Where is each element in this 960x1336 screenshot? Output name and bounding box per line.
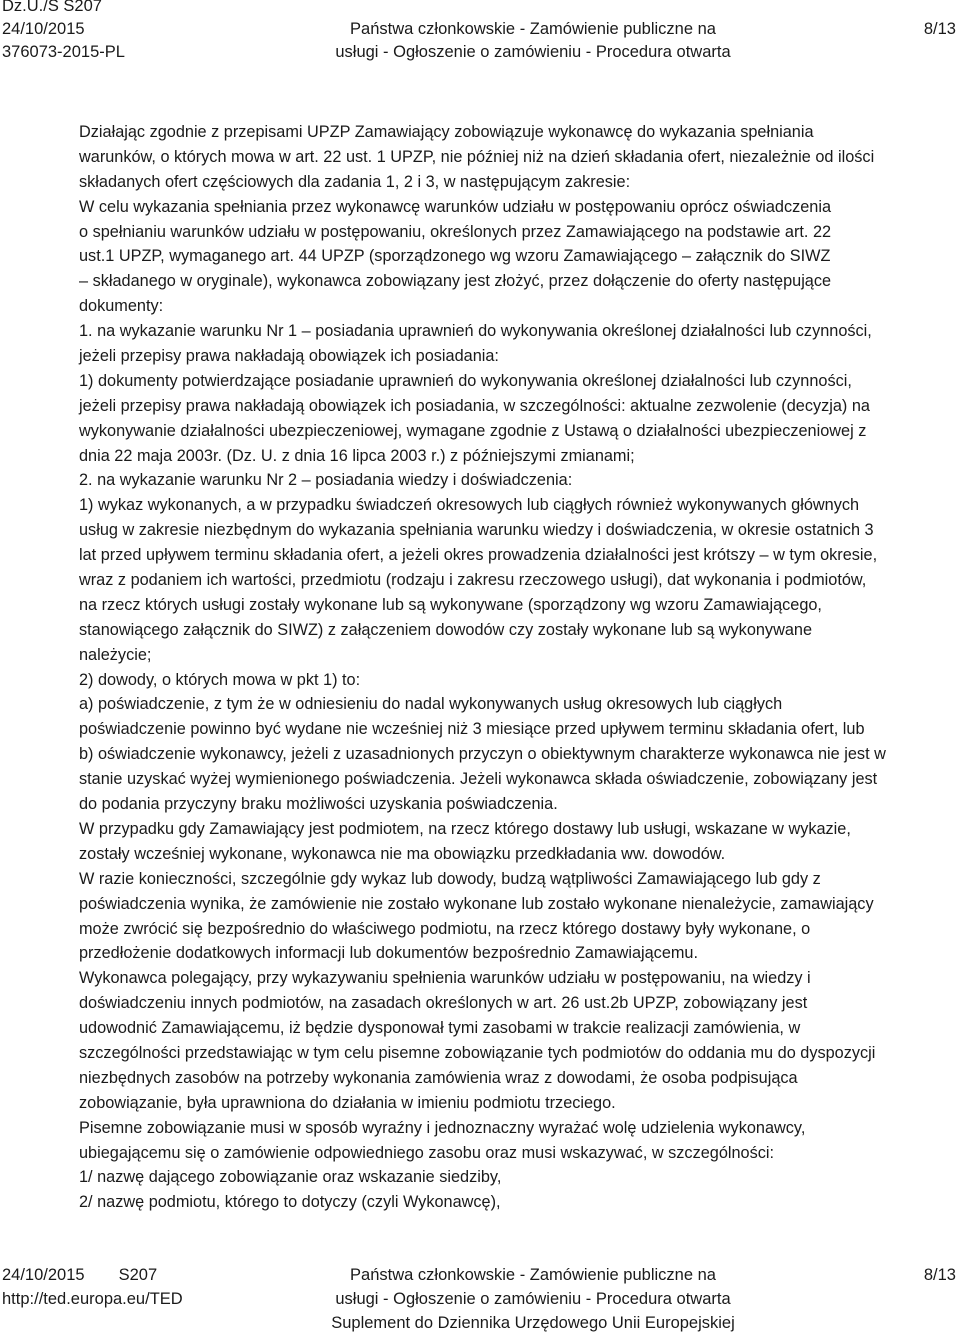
text-line: dokumenty: xyxy=(79,297,164,316)
footer-title-line-3: Suplement do Dziennika Urzędowego Unii Europejskiej xyxy=(331,1314,735,1332)
text-line: poświadczenia wynika, że zamówienie nie zostało wykonane lub zostało wykonane nienależycie, zamawiający xyxy=(79,894,874,913)
text-line: 1) dokumenty potwierdzające posiadanie uprawnień do wykonywania określonej działalności lub czynności, xyxy=(79,371,852,390)
text-line: 2) dowody, o których mowa w pkt 1) to: xyxy=(79,670,361,689)
header-title xyxy=(260,0,806,64)
text-line: 2. na wykazanie warunku Nr 2 – posiadania wiedzy i doświadczenia: xyxy=(79,471,573,490)
footer-reference xyxy=(2,1264,191,1312)
text-line: 1) wykaz wykonanych, a w przypadku świadczeń okresowych lub ciągłych również wykonywanych głównych xyxy=(79,496,860,515)
text-line: zostały wcześniej wykonane, wykonawca nie ma obowiązku przedkładania ww. dowodów. xyxy=(79,844,726,863)
text-line: składanych ofert częściowych dla zadania 1, 2 i 3, w następującym zakresie: xyxy=(79,172,631,191)
footer-title-line-2: usługi - Ogłoszenie o zamówieniu - Procedura otwarta xyxy=(335,1290,731,1308)
text-line: 1. na wykazanie warunku Nr 1 – posiadania uprawnień do wykonywania określonej działalności lub czynności, xyxy=(79,322,872,341)
header-title-line-2: usługi - Ogłoszenie o zamówieniu - Procedura otwarta xyxy=(335,43,731,61)
footer-title xyxy=(260,1264,806,1336)
text-line: do podania przyczyny braku możliwości uzyskania poświadczenia. xyxy=(79,795,558,814)
text-line: poświadczenie powinno być wydane nie wcześniej niż 3 miesiące przed upływem terminu składania ofert, lub xyxy=(79,720,865,739)
text-line: o spełnianiu warunków udziału w postępowaniu, określonych przez Zamawiającego na podstawie art. 22 xyxy=(79,222,832,241)
text-line: może zwrócić się bezpośrednio do właściwego podmiotu, na rzecz którego dostawy były wykonane, o xyxy=(79,919,811,938)
footer-series: S207 xyxy=(118,1266,158,1284)
text-line: b) oświadczenie wykonawcy, jeżeli z uzasadnionych przyczyn o obiektywnym charakterze wykonawca nie jest w xyxy=(79,745,886,764)
text-line: zobowiązanie, była uprawniona do działania w imieniu podmiotu trzeciego. xyxy=(79,1093,616,1112)
text-line: usług w zakresie niezbędnym do wykazania spełniania warunku wiedzy i doświadczenia, w okresie ostatnich 3 xyxy=(79,521,874,540)
header-journal-ref: Dz.U./S S207 xyxy=(2,0,102,15)
text-line: ust.1 UPZP, wymaganego art. 44 UPZP (sporządzonego wg wzoru Zamawiającego – załącznik do SIWZ xyxy=(79,247,831,266)
text-line: niezbędnych zasobów na potrzeby wykonania zamówienia wraz z dowodami, że osoba podpisująca xyxy=(79,1068,798,1087)
page-header xyxy=(0,0,960,67)
text-line: dnia 22 maja 2003r. (Dz. U. z dnia 16 lipca 2003 r.) z późniejszymi zmianami; xyxy=(79,446,635,465)
text-line: a) poświadczenie, z tym że w odniesieniu do nadal wykonywanych usług okresowych lub ciągłych xyxy=(79,695,783,714)
text-line: W celu wykazania spełniania przez wykonawcę warunków udziału w postępowaniu oprócz oświadczenia xyxy=(79,197,832,216)
text-line: na rzecz których usługi zostały wykonane lub są wykonywane (sporządzony wg wzoru Zamawiającego, xyxy=(79,595,822,614)
text-line: warunków, o których mowa w art. 22 ust. 1 UPZP, nie później niż na dzień składania ofert, niezależnie od ilości xyxy=(79,147,875,166)
text-line: udowodnić Zamawiającemu, iż będzie dysponował tymi zasobami w trakcie realizacji zamówienia, w xyxy=(79,1019,801,1038)
header-date: 24/10/2015 xyxy=(2,20,85,38)
text-line: szczególności przedstawiając w tym celu pisemne zobowiązanie tych podmiotów do oddania mu do dyspozycji xyxy=(79,1043,876,1062)
document-body xyxy=(79,120,959,1215)
header-page-number: 8/13 xyxy=(923,20,956,38)
text-line: Działając zgodnie z przepisami UPZP Zamawiający zobowiązuje wykonawcę do wykazania spełniania xyxy=(79,123,814,141)
header-notice-id: 376073-2015-PL xyxy=(2,43,125,61)
footer-page-number-wrap xyxy=(924,1264,956,1288)
text-line: – składanego w oryginale), wykonawca zobowiązany jest złożyć, przez dołączenie do oferty następujące xyxy=(79,272,832,291)
text-line: doświadczeniu innych podmiotów, na zasadach określonych w art. 26 ust.2b UPZP, zobowiązany jest xyxy=(79,994,808,1013)
text-line: stanowiącego załącznik do SIWZ) z załączeniem dowodów czy zostały wykonane lub są wykonywane xyxy=(79,620,812,639)
header-title-line-1: Państwa członkowskie - Zamówienie publiczne na xyxy=(350,20,716,38)
text-line: stanie uzyskać wyżej wymienionego poświadczenia. Jeżeli wykonawca składa oświadczenie, zobowiązany jest xyxy=(79,770,878,789)
footer-url[interactable]: http://ted.europa.eu/TED xyxy=(2,1290,183,1308)
text-line: W przypadku gdy Zamawiający jest podmiotem, na rzecz którego dostawy lub usługi, wskazane w wykazie, xyxy=(79,819,851,838)
text-line: jeżeli przepisy prawa nakładają obowiązek ich posiadania: xyxy=(79,347,499,366)
text-line: wraz z podaniem ich wartości, przedmiotu (rodzaju i zakresu rzeczowego usługi), dat wykonania i podmiotów, xyxy=(79,571,867,590)
text-line: przedłożenie dodatkowych informacji lub dokumentów bezpośrednio Zamawiającemu. xyxy=(79,944,699,963)
footer-title-line-1: Państwa członkowskie - Zamówienie publiczne na xyxy=(350,1266,716,1284)
header-page-number-wrap xyxy=(924,0,956,41)
text-line: 2/ nazwę podmiotu, którego to dotyczy (czyli Wykonawcę), xyxy=(79,1193,501,1212)
text-line: Pisemne zobowiązanie musi w sposób wyraźny i jednoznaczny wyrażać wolę udzielenia wykonawcy, xyxy=(79,1118,806,1137)
text-line: ubiegającemu się o zamówienie odpowiedniego zasobu oraz musi wskazywać, w szczególności: xyxy=(79,1143,775,1162)
page-footer xyxy=(0,1264,960,1334)
text-line: lat przed upływem terminu składania ofert, a jeżeli okres prowadzenia działalności jest krótszy – w tym okresie, xyxy=(79,546,878,565)
footer-date: 24/10/2015 xyxy=(2,1266,85,1284)
text-line: W razie konieczności, szczególnie gdy wykaz lub dowody, budzą wątpliwości Zamawiającego lub gdy z xyxy=(79,869,821,888)
text-line: Wykonawca polegający, przy wykazywaniu spełnienia warunków udziału w postępowaniu, na wiedzy i xyxy=(79,969,811,988)
text-line: jeżeli przepisy prawa nakładają obowiązek ich posiadania, w szczególności: aktualne zezwolenie (decyzja) na xyxy=(79,396,870,415)
text-line: 1/ nazwę dającego zobowiązanie oraz wskazanie siedziby, xyxy=(79,1168,502,1187)
header-reference xyxy=(2,0,125,64)
text-line: wykonywanie działalności ubezpieczeniowej, wymagane zgodnie z Ustawą o działalności ubezpieczeniowej z xyxy=(79,421,867,440)
text-line: należycie; xyxy=(79,645,152,664)
footer-page-number: 8/13 xyxy=(923,1266,956,1284)
